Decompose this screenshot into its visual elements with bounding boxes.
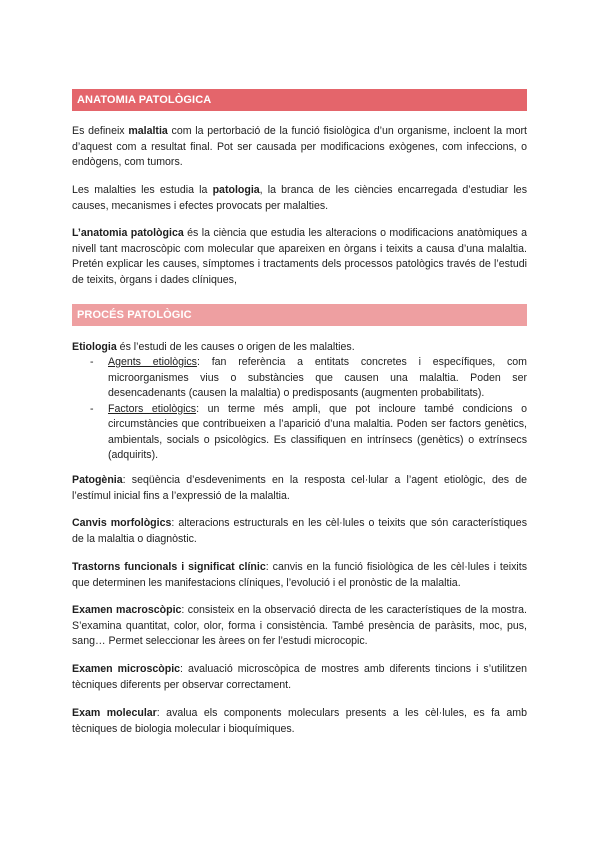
definition-term: Examen macroscòpic [72,604,182,616]
paragraph-patologia [72,183,527,214]
term-patologia: patologia [212,184,260,196]
section-heading-proces: PROCÉS PATOLÒGIC [72,304,527,326]
etiologia-list [72,355,527,464]
definition-term: Patogènia [72,474,123,486]
text: Les malalties les estudia la [72,184,213,196]
definition-patogenia [72,473,527,504]
paragraph-anatomia-patologica [72,226,527,288]
definition-canvis-morfologics [72,516,527,547]
definition-text: : avalua els components moleculars presents a les cèl·lules, es fa amb tècniques de biologia molecular i bioquímiques. [72,707,527,735]
dash-bullet: - [90,356,94,368]
text: com la pertorbació de la funció fisiològica d’un organisme, incloent la mort d’aquest com a resultat final. Pot ser causada per modificacions exògenes, com infeccions, o endògens, com tumors. [72,125,528,168]
term-malaltia: malaltia [128,125,168,137]
section-heading-anatomia: ANATOMIA PATOLÒGICA [72,89,527,111]
definition-text: : seqüència d’esdeveniments en la resposta cel·lular a l’agent etiològic, des de l’estímul inicial fins a l’expressió de la malaltia. [72,474,527,502]
item-label: Factors etiològics [108,402,197,415]
text: és la ciència que estudia les alteracions o modificacions anatòmiques a nivell tant macroscòpic com molecular que apareixen en òrgans i teixits a causa d’una malaltia. Pretén explicar les causes, símptomes i tractaments dels processos patològics través de l’estudi de teixits, òrgans i dades clíniques, [72,227,527,286]
definition-examen-microscopic [72,662,527,693]
text: , la branca de les ciències encarregada d’estudiar les causes, mecanismes i efectes provocats per malalties. [72,184,527,212]
paragraph-etiologia [72,340,527,356]
item-text: : fan referència a entitats concretes i específiques, com microorganismes vius o substàncies que causen una malaltia. Poden ser desencadenants (causen la malaltia) o predisposants (augmenten probabilitats). [108,356,528,399]
item-label: Agents etiològics [108,356,197,368]
item-text: : un terme més ampli, que pot incloure també condicions o circumstàncies que contribueixen a l’aparició d’una malaltia. Poden ser factors genètics, ambientals, socials o psicològics. Es classifiquen en intrínsecs (genètics) o extrínsecs (adquirits). [108,402,527,461]
definition-text: : canvis en la funció fisiològica de les cèl·lules i teixits que determinen les manifestacions clíniques, l’evolució i el pronòstic de la malaltia. [72,561,527,589]
definition-term: Exam molecular [72,707,157,719]
text: és l’estudi de les causes o origen de les malalties. [116,341,355,353]
definition-exam-molecular [72,706,527,737]
definition-trastorns-funcionals [72,560,527,591]
term-anatomia-patologica: L’anatomia patològica [72,227,184,239]
text: Es defineix [72,125,129,137]
definition-examen-macroscopic [72,603,527,650]
definition-text: : alteracions estructurals en les cèl·lules o teixits que són característiques de la malaltia o diagnòstic. [72,517,527,545]
dash-bullet: - [90,402,94,415]
paragraph-malaltia [72,124,527,171]
list-item [72,355,527,402]
definition-term: Trastorns funcionals i significat clínic [72,561,266,573]
definition-term: Examen microscòpic [72,663,181,675]
list-item [72,402,527,464]
definition-text: : consisteix en la observació directa de les característiques de la mostra. S’examina quantitat, color, olor, forma i consistència. També presència de paràsits, moc, pus, sang… Permet seleccionar les àrees on fer l’estudi microcopic. [72,604,528,647]
definition-text: : avaluació microscòpica de mostres amb diferents tincions i s’utilitzen tècniques diferents per observar correctament. [72,663,527,691]
term-etiologia: Etiologia [72,341,117,353]
definition-term: Canvis morfològics [72,517,172,529]
